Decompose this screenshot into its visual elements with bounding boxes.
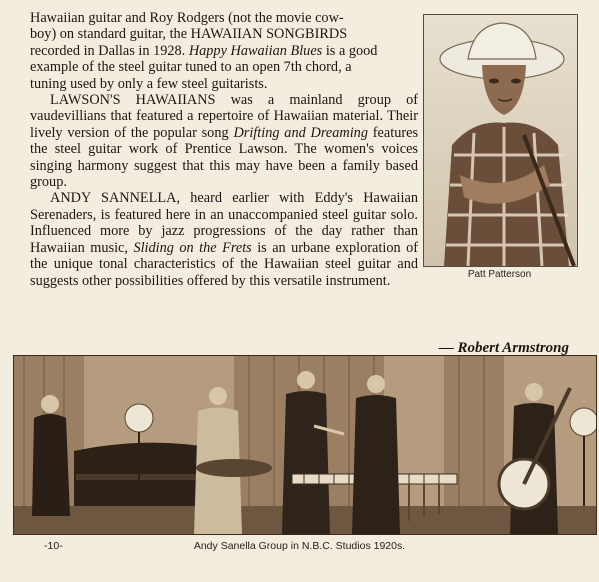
- page-number: -10-: [44, 540, 63, 552]
- paragraph-text: is an urbane exploration of the unique tonal characteristics of the Hawaiian steel guitar and suggests other possibilities offered by this versatile instrument.: [30, 239, 418, 289]
- article-text: [30, 10, 418, 289]
- song-title: Drifting and Dreaming: [233, 124, 368, 141]
- paragraph-sannella: [30, 190, 418, 288]
- portrait-caption: Patt Patterson: [467, 269, 532, 280]
- author-signature: — Robert Armstrong: [438, 340, 569, 356]
- line: example of the steel guitar tuned to an open 7th chord, a: [30, 59, 352, 76]
- paragraph-text: ANDY SANNELLA, heard earlier with Eddy's Hawaiian Serenaders, is featured here in an unaccompanied steel guitar solo. Influenced more by jazz progressions of the day rather than Hawaiian music,: [30, 190, 418, 256]
- group-photo-caption: Andy Sanella Group in N.B.C. Studios 1920s.: [193, 540, 406, 552]
- line: Hawaiian guitar and Roy Rodgers (not the movie cow-: [30, 10, 344, 26]
- group-photo: [13, 355, 597, 535]
- line: boy) on standard guitar, the HAWAIIAN SONGBIRDS: [30, 26, 348, 43]
- paragraph-songbirds: [30, 10, 418, 92]
- portrait-photo: [423, 14, 578, 267]
- line: tuning used by only a few steel guitarists.: [30, 75, 268, 92]
- paragraph-lawson: [30, 92, 418, 190]
- paragraph-text: LAWSON'S HAWAIIANS was a mainland group of vaudevillians that featured a repertoire of Hawaiian material. Their lively version of the popular song: [30, 92, 418, 141]
- line: is a good: [325, 42, 378, 59]
- portrait-image: [424, 15, 577, 266]
- song-title: Happy Hawaiian Blues: [188, 42, 323, 59]
- group-photo-image: [14, 356, 596, 534]
- song-title: Sliding on the Frets: [133, 239, 252, 256]
- paragraph-text: features the steel guitar work of Prentice Lawson. The women's voices singing harmony suggest that this may have been a family based group.: [30, 124, 419, 191]
- line: recorded in Dallas in 1928.: [30, 42, 186, 59]
